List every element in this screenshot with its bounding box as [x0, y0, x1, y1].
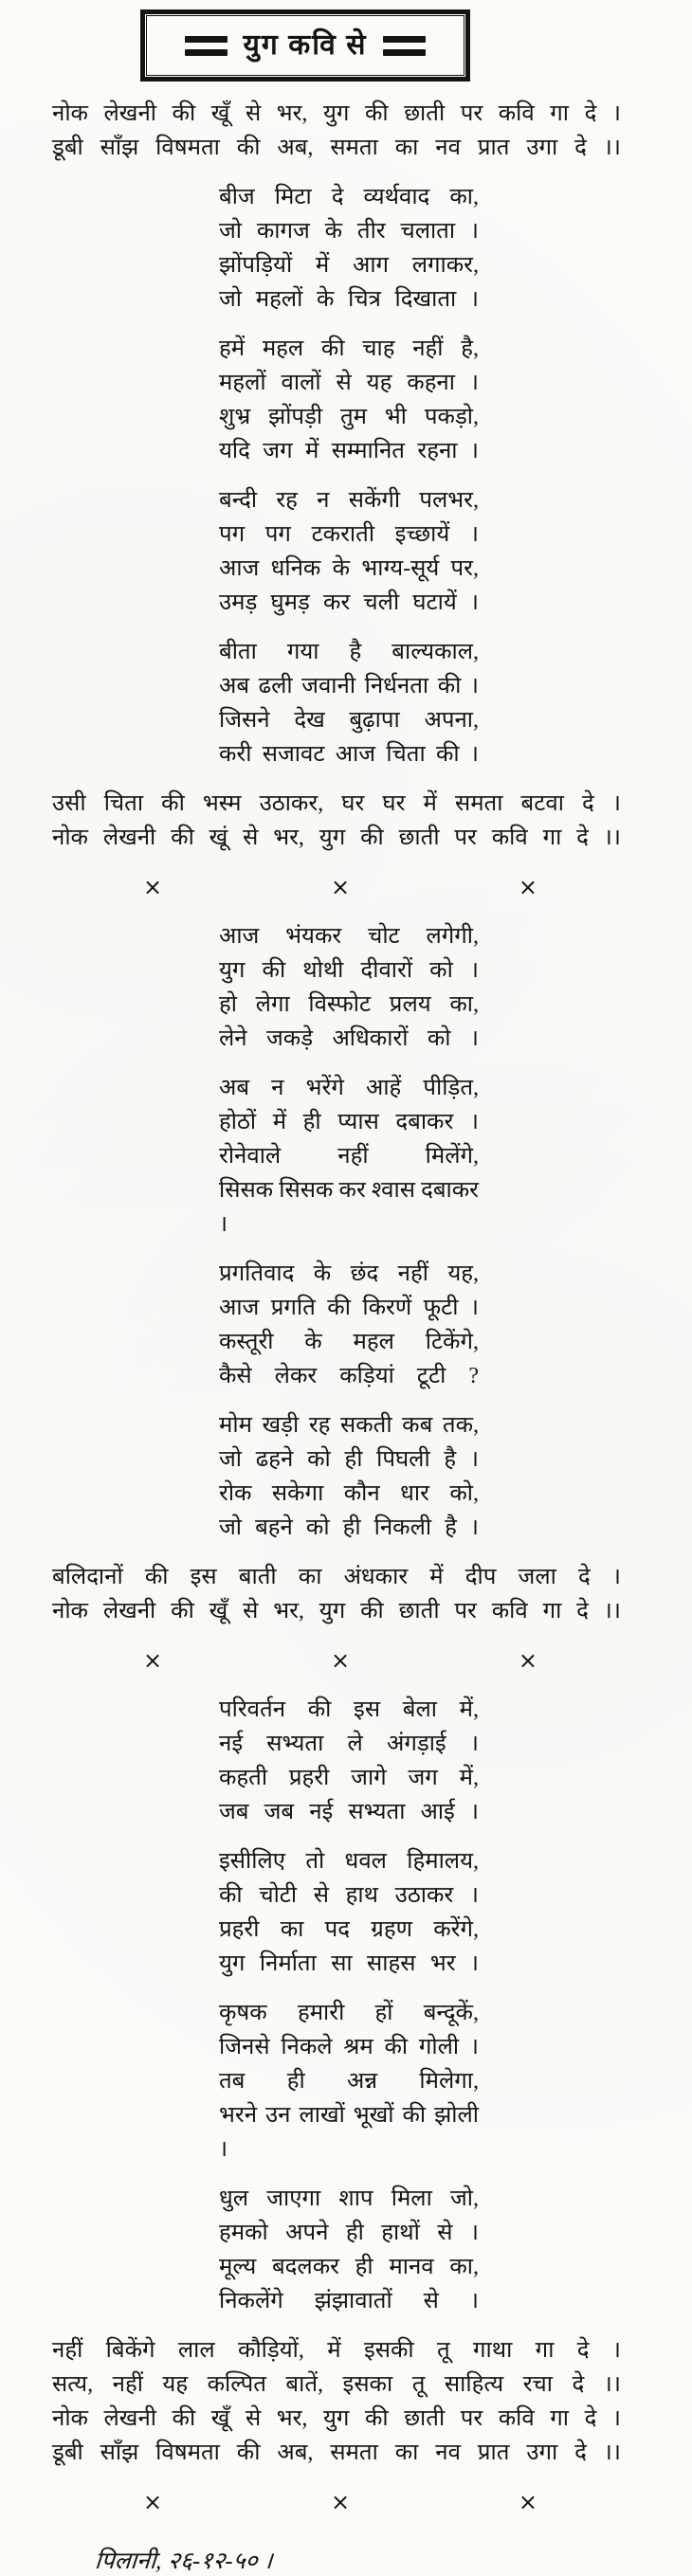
poem-line: जो महलों के चित्र दिखाता । — [219, 287, 479, 312]
poem-line: कहती प्रहरी जागे जग में, — [219, 1766, 479, 1790]
poem-line: रोनेवाले नहीं मिलेंगे, — [219, 1144, 479, 1169]
poem-line: बन्दी रह न सकेंगी पलभर, — [219, 488, 479, 513]
separator-x-mark: × — [143, 1647, 163, 1674]
poem-stanza — [219, 1996, 479, 2167]
poem-line: रोक सकेगा कौन धार को, — [219, 1481, 479, 1506]
poem-couplet — [52, 787, 621, 855]
poem-line: प्रहरी का पद ग्रहण करेंगे, — [219, 1917, 479, 1942]
poem-stanza — [219, 919, 479, 1056]
poem-quatrain — [52, 2333, 621, 2470]
poem-line: मोम खड़ी रह सकती कब तक, — [219, 1413, 479, 1438]
poem-line: धुल जाएगा शाप मिला जो, — [219, 2186, 479, 2211]
separator-x-mark: × — [330, 1647, 351, 1674]
poem-line: नोक लेखनी की खूँ से भर, युग की छाती पर कवि गा दे । — [52, 101, 621, 126]
page-title: युग कवि से — [243, 29, 368, 61]
separator-x-mark: × — [143, 2489, 163, 2515]
poem-line: सिसक सिसक कर श्वास दबाकर । — [219, 1178, 479, 1237]
poem-line: हमको अपने ही हाथों से । — [219, 2221, 479, 2245]
poem-line: कैसे लेकर कड़ियां टूटी ? — [219, 1364, 479, 1388]
poem-line: जो ढहने को ही पिघली है । — [219, 1447, 479, 1472]
section-separator — [143, 1643, 537, 1678]
title-box — [140, 9, 470, 82]
poem-line: भरने उन लाखों भूखों की झोली । — [219, 2103, 479, 2162]
separator-x-mark: × — [330, 2489, 351, 2515]
separator-x-mark: × — [518, 1647, 537, 1674]
poem-line: बलिदानों की इस बाती का अंधकार में दीप जला दे । — [52, 1565, 621, 1589]
poem-line: युग निर्माता सा साहस भर । — [219, 1951, 479, 1976]
separator-x-mark: × — [143, 874, 163, 900]
poem-line: नोक लेखनी की खूँ से भर, युग की छाती पर कवि गा दे । — [52, 2406, 621, 2431]
poem-line: होठों में ही प्यास दबाकर । — [219, 1110, 479, 1134]
poem-line: पग पग टकराती इच्छायें । — [219, 522, 479, 547]
poem-line: इसीलिए तो धवल हिमालय, — [219, 1849, 479, 1874]
poem-line: नहीं बिकेंगे लाल कौड़ियों, में इसकी तू गाथा गा दे । — [52, 2338, 621, 2363]
poem-line: जिसने देख बुढ़ापा अपना, — [219, 708, 479, 733]
poem-stanza — [219, 1257, 479, 1393]
poem-line: लेने जकड़े अधिकारों को । — [219, 1026, 479, 1051]
poem-line: जो कागज के तीर चलाता । — [219, 219, 479, 244]
poem-line: प्रगतिवाद के छंद नहीं यह, — [219, 1261, 479, 1286]
poem-couplet — [52, 1560, 621, 1628]
poem-line: आज भंयकर चोट लगेगी, — [219, 924, 479, 949]
poem-line: परिवर्तन की इस बेला में, — [219, 1697, 479, 1722]
poem-line: निकलेंगे झंझावातों से । — [219, 2289, 479, 2313]
equals-ornament-left-icon — [185, 36, 228, 56]
footer-place-date: पिलानी, २६-१२-५० । — [94, 2549, 274, 2574]
separator-x-mark: × — [518, 874, 537, 900]
poem-line: उसी चिता की भस्म उठाकर, घर घर में समता बटवा दे । — [52, 791, 621, 816]
poem-stanza — [219, 1071, 479, 1242]
poem-stanza — [219, 1408, 479, 1545]
poem-line: झोंपड़ियों में आग लगाकर, — [219, 253, 479, 278]
poem-line: नोक लेखनी की खूँ से भर, युग की छाती पर कवि गा दे ।। — [52, 1599, 621, 1624]
section-separator — [143, 2485, 537, 2519]
poem-stanza — [219, 635, 479, 771]
poem-line: अब ढली जवानी निर्धनता की । — [219, 674, 479, 698]
poem-line: तब ही अन्न मिलेगा, — [219, 2069, 479, 2094]
poem-line: हमें महल की चाह नहीं है, — [219, 336, 479, 361]
poem-body — [52, 97, 621, 2519]
poem-line: कस्तूरी के महल टिकेंगे, — [219, 1330, 479, 1354]
poem-stanza — [219, 180, 479, 317]
poem-line: कृषक हमारी हों बन्दूकें, — [219, 2001, 479, 2025]
equals-ornament-right-icon — [383, 36, 426, 56]
poem-stanza — [219, 1693, 479, 1829]
poem-line: जिनसे निकले श्रम की गोली । — [219, 2035, 479, 2059]
poem-line: मूल्य बदलकर ही मानव का, — [219, 2255, 479, 2279]
poem-line: आज धनिक के भाग्य-सूर्य पर, — [219, 556, 479, 581]
poem-line: बीज मिटा दे व्यर्थवाद का, — [219, 185, 479, 209]
poem-line: महलों वालों से यह कहना । — [219, 371, 479, 395]
separator-x-mark: × — [518, 2489, 537, 2515]
poem-line: शुभ्र झोंपड़ी तुम भी पकड़ो, — [219, 405, 479, 429]
poem-line: सत्य, नहीं यह कल्पित बातें, इसका तू साहित्य रचा दे ।। — [52, 2372, 621, 2397]
poem-line: जो बहने को ही निकली है । — [219, 1515, 479, 1540]
section-separator — [143, 870, 537, 904]
poem-line: जब जब नई सभ्यता आई । — [219, 1800, 479, 1824]
poem-stanza — [219, 2182, 479, 2318]
poem-stanza — [219, 332, 479, 468]
poem-line: आज प्रगति की किरणें फूटी । — [219, 1296, 479, 1320]
poem-line: यदि जग में सम्मानित रहना । — [219, 439, 479, 463]
poem-line: अब न भरेंगे आहें पीड़ित, — [219, 1076, 479, 1100]
poem-line: नोक लेखनी की खूं से भर, युग की छाती पर कवि गा दे ।। — [52, 825, 621, 850]
separator-x-mark: × — [330, 874, 351, 900]
poem-line: डूबी साँझ विषमता की अब, समता का नव प्रात उगा दे ।। — [52, 2440, 621, 2465]
poem-line: उमड़ घुमड़ कर चली घटायें । — [219, 590, 479, 615]
poem-line: डूबी साँझ विषमता की अब, समता का नव प्रात उगा दे ।। — [52, 136, 621, 160]
poem-couplet — [52, 97, 621, 165]
poem-line: युग की थोथी दीवारों को । — [219, 958, 479, 983]
poem-stanza — [219, 483, 479, 620]
poem-line: की चोटी से हाथ उठाकर । — [219, 1883, 479, 1908]
poem-line: करी सजावट आज चिता की । — [219, 742, 479, 767]
poem-line: हो लेगा विस्फोट प्रलय का, — [219, 992, 479, 1017]
poem-stanza — [219, 1844, 479, 1981]
poem-line: बीता गया है बाल्यकाल, — [219, 640, 479, 664]
poem-line: नई सभ्यता ले अंगड़ाई । — [219, 1732, 479, 1756]
